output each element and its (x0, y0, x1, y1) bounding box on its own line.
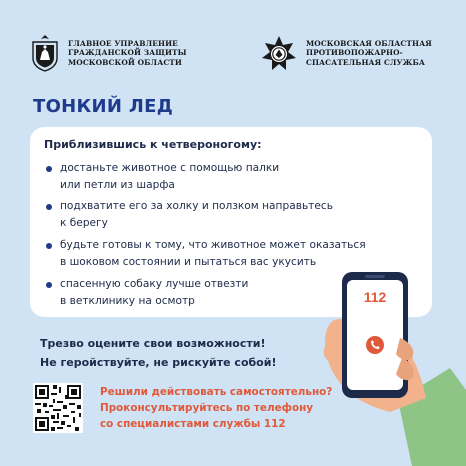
org-header-right (260, 34, 432, 72)
org-name-line: ГЛАВНОЕ УПРАВЛЕНИЕ (68, 38, 178, 48)
phone-speaker (365, 275, 385, 278)
org-name-line: МОСКОВСКАЯ ОБЛАСТНАЯ (306, 38, 432, 48)
moscow-oblast-coat-of-arms-icon (30, 34, 60, 72)
list-item-line: к берегу (60, 217, 108, 229)
list-item-line: спасенную собаку лучше отвезти (60, 278, 249, 290)
org-name-right (306, 39, 432, 68)
consultation-line: Решили действовать самостоятельно? (100, 386, 333, 398)
bullet-icon (46, 166, 52, 172)
phone-number: 112 (363, 289, 387, 305)
list-item (60, 198, 333, 232)
warning-text (40, 334, 276, 372)
org-name-line: СПАСАТЕЛЬНАЯ СЛУЖБА (306, 57, 425, 67)
list-item-line: или петли из шарфа (60, 179, 175, 191)
list-item (60, 276, 248, 310)
warning-line: Не геройствуйте, не рискуйте собой! (40, 356, 277, 369)
org-name-line: МОСКОВСКОЙ ОБЛАСТИ (68, 57, 182, 67)
fire-rescue-service-emblem-icon (260, 34, 298, 72)
list-item (60, 160, 279, 194)
bullet-icon (46, 282, 52, 288)
consultation-text (100, 384, 332, 432)
qr-code-icon[interactable] (33, 383, 83, 433)
list-item-line: в ветклинику на осмотр (60, 295, 195, 307)
consultation-line: Проконсультируйтесь по телефону (100, 402, 314, 414)
bullet-icon (46, 204, 52, 210)
card-heading: Приблизившись к четвероногому: (44, 138, 262, 151)
org-name-line: ПРОТИВОПОЖАРНО- (306, 48, 403, 58)
bullet-icon (46, 243, 52, 249)
consultation-line: со специалистами службы 112 (100, 418, 286, 430)
org-name-line: ГРАЖДАНСКОЙ ЗАЩИТЫ (68, 48, 187, 58)
list-item-line: в шоковом состоянии и пытаться вас укусить (60, 256, 317, 268)
list-item-line: будьте готовы к тому, что животное может оказаться (60, 239, 366, 251)
phone-call-icon (366, 336, 384, 354)
warning-line: Трезво оцените свои возможности! (40, 337, 266, 350)
org-name-left (68, 39, 187, 68)
list-item-line: достаньте животное с помощью палки (60, 162, 280, 174)
list-item-line: подхватите его за холку и ползком направьтесь (60, 200, 333, 212)
hand-with-phone-illustration (300, 250, 466, 466)
page-title: ТОНКИЙ ЛЕД (33, 96, 174, 117)
org-header-left (30, 34, 187, 72)
